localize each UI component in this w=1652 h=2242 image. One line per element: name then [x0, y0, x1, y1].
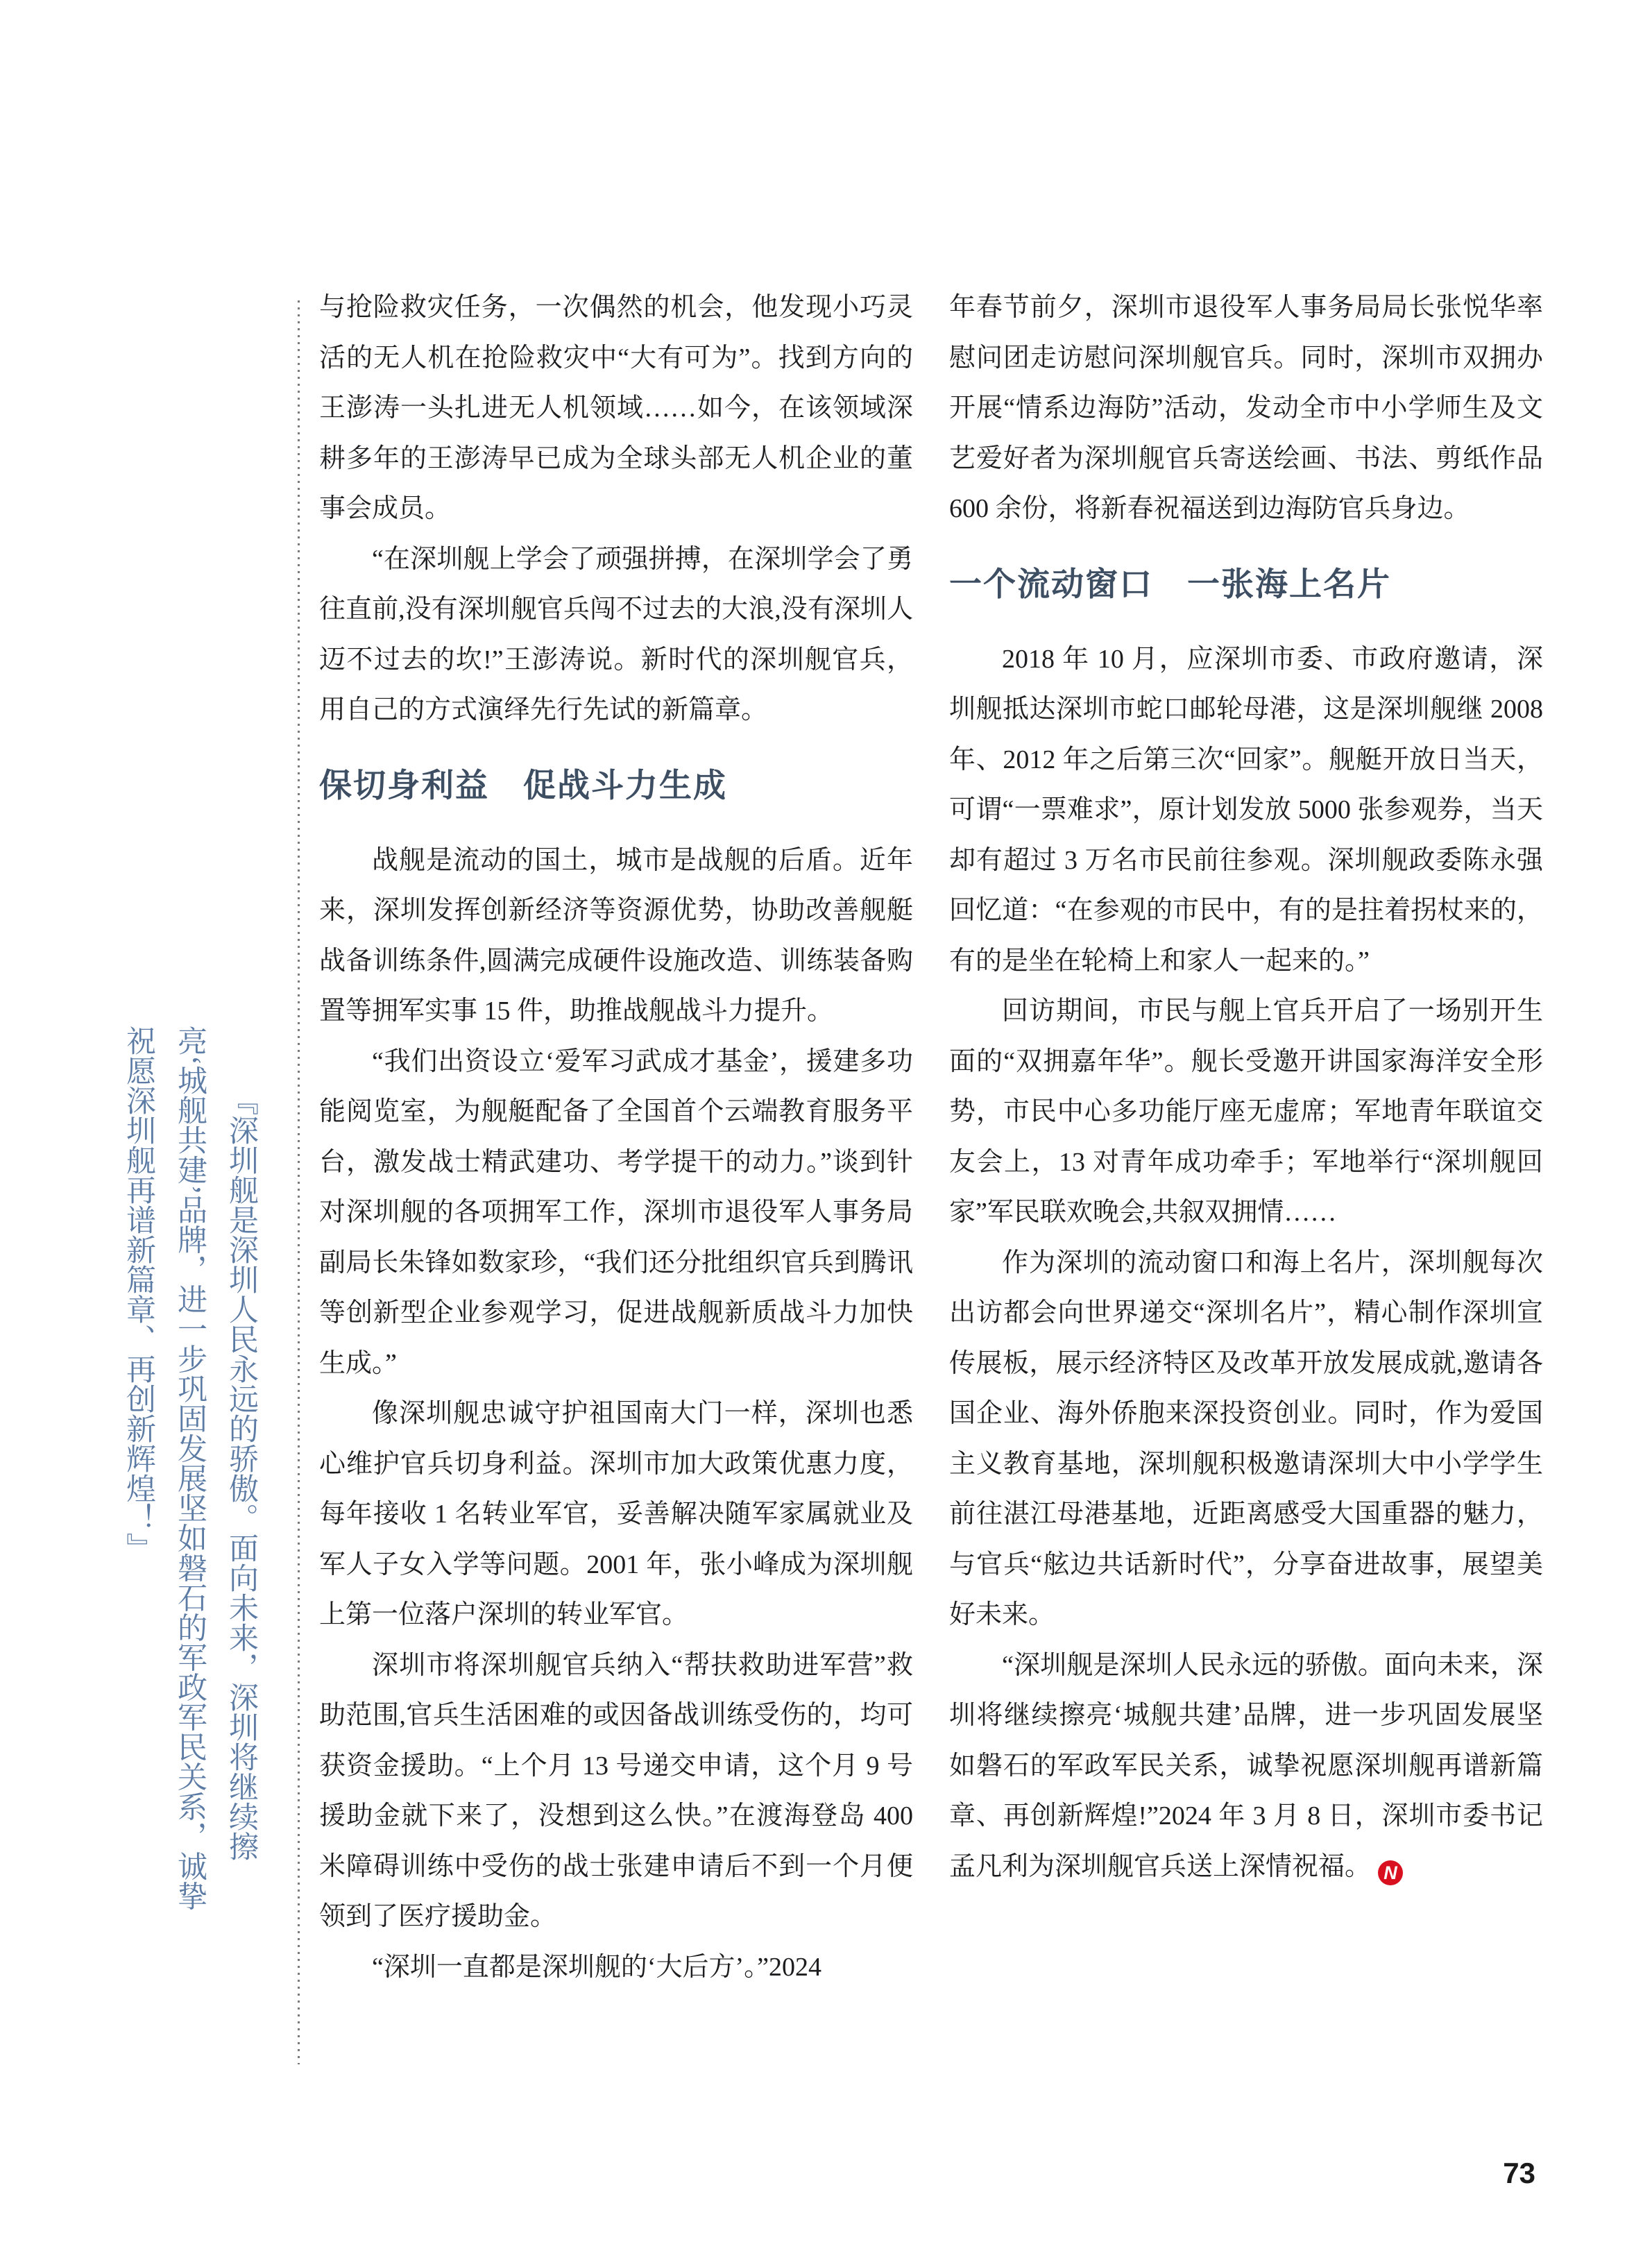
section-heading-sea-card: 一个流动窗口 一张海上名片 [949, 565, 1391, 602]
paragraph: 2018 年 10 月，应深圳市委、市政府邀请，深圳舰抵达深圳市蛇口邮轮母港，这是深圳舰继 2008 年、2012 年之后第三次“回家”。舰艇开放日当天，可谓“一票难求”，原计划发放 5000 张参观券，当天却有超过 3 万名市民前往参观。深圳舰政委陈永强回忆道：“在参观的市民中，有的是拄着拐杖来的，有的是坐在轮椅上和家人一起来的。” [949, 644, 1543, 976]
paragraph: “深圳一直都是深圳舰的‘大后方’。”2024 [372, 1952, 822, 1982]
vertical-pull-quote: 『深圳舰是深圳人民永远的骄傲。面向未来，深圳将继续擦亮‘城舰共建’品牌，进一步巩固发展坚如磐石的军政军民关系，诚挚祝愿深圳舰再谱新篇章、再创新辉煌！』 [122, 1026, 257, 1911]
paragraph: “在深圳舰上学会了顽强拼搏，在深圳学会了勇往直前,没有深圳舰官兵闯不过去的大浪,没有深圳人迈不过去的坎!”王澎涛说。新时代的深圳舰官兵，用自己的方式演绎先行先试的新篇章。 [319, 544, 913, 724]
magazine-end-mark-icon: N [1378, 1860, 1403, 1885]
right-column-intro [949, 282, 1543, 534]
right-column [949, 282, 1543, 1892]
right-column-body [949, 634, 1543, 1892]
section-heading-combat-power: 保切身利益 促战斗力生成 [319, 766, 727, 804]
paragraph: 作为深圳的流动窗口和海上名片，深圳舰每次出访都会向世界递交“深圳名片”，精心制作深圳宣传展板，展示经济特区及改革开放发展成就,邀请各国企业、海外侨胞来深投资创业。同时，作为爱国主义教育基地，深圳舰积极邀请深圳大中小学学生前往湛江母港基地，近距离感受大国重器的魅力，与官兵“舷边共话新时代”，分享奋进故事，展望美好未来。 [949, 1248, 1543, 1629]
page-number: 73 [1503, 2157, 1535, 2189]
left-column-intro [319, 282, 913, 736]
left-column [319, 282, 913, 1992]
paragraph: “深圳舰是深圳人民永远的骄傲。面向未来，深圳将继续擦亮‘城舰共建’品牌，进一步巩固发展坚如磐石的军政军民关系，诚挚祝愿深圳舰再谱新篇章、再创新辉煌!”2024 年 3 月 8 日，深圳市委书记孟凡利为深圳舰官兵送上深情祝福。 N [949, 1640, 1543, 1892]
paragraph: 像深圳舰忠诚守护祖国南大门一样，深圳也悉心维护官兵切身利益。深圳市加大政策优惠力度，每年接收 1 名转业军官，妥善解决随军家属就业及军人子女入学等问题。2001 年，张小峰成为深圳舰上第一位落户深圳的转业军官。 [319, 1399, 913, 1629]
paragraph: 回访期间，市民与舰上官兵开启了一场别开生面的“双拥嘉年华”。舰长受邀开讲国家海洋安全形势，市民中心多功能厅座无虚席；军地青年联谊交友会上，13 对青年成功牵手；军地举行“深圳舰回家”军民联欢晚会,共叙双拥情…… [949, 996, 1543, 1227]
paragraph: 战舰是流动的国土，城市是战舰的后盾。近年来，深圳发挥创新经济等资源优势，协助改善舰艇战备训练条件,圆满完成硬件设施改造、训练装备购置等拥军实事 15 件，助推战舰战斗力提升。 [319, 845, 913, 1026]
paragraph: 年春节前夕，深圳市退役军人事务局局长张悦华率慰问团走访慰问深圳舰官兵。同时，深圳市双拥办开展“情系边海防”活动，发动全市中小学师生及文艺爱好者为深圳舰官兵寄送绘画、书法、剪纸作品 600 余份，将新春祝福送到边海防官兵身边。 [949, 293, 1543, 523]
paragraph: 与抢险救灾任务，一次偶然的机会，他发现小巧灵活的无人机在抢险救灾中“大有可为”。找到方向的王澎涛一头扎进无人机领域……如今，在该领域深耕多年的王澎涛早已成为全球头部无人机企业的董事会成员。 [319, 293, 913, 523]
paragraph: “我们出资设立‘爱军习武成才基金’，援建多功能阅览室，为舰艇配备了全国首个云端教育服务平台，激发战士精武建功、考学提干的动力。”谈到针对深圳舰的各项拥军工作，深圳市退役军人事务局副局长朱锋如数家珍，“我们还分批组织官兵到腾讯等创新型企业参观学习，促进战舰新质战斗力加快生成。” [319, 1046, 913, 1378]
left-column-body [319, 835, 913, 1993]
paragraph: 深圳市将深圳舰官兵纳入“帮扶救助进军营”救助范围,官兵生活困难的或因备战训练受伤的，均可获资金援助。“上个月 13 号递交申请，这个月 9 号援助金就下来了，没想到这么快。”在渡海登岛 400 米障碍训练中受伤的战士张建申请后不到一个月便领到了医疗援助金。 [319, 1650, 913, 1931]
vertical-dotted-divider [298, 300, 300, 2064]
